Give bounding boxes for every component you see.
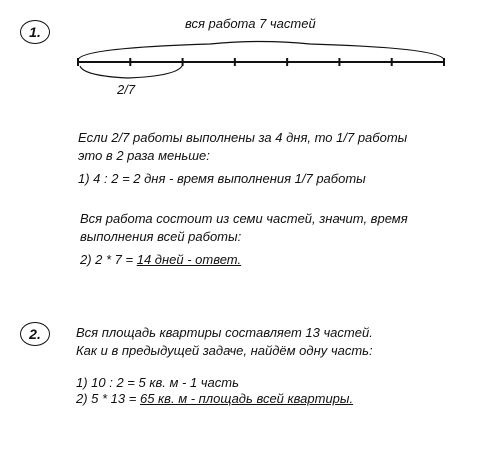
- p1-answer: 14 дней - ответ.: [136, 252, 242, 267]
- p2-text-line1: Вся площадь квартиры составляет 13 частей.: [76, 325, 373, 340]
- whole-brace: [78, 42, 444, 61]
- part-brace: [80, 66, 182, 78]
- p1-step2: [80, 252, 241, 268]
- problem-2-number: 2.: [20, 322, 50, 346]
- segment-diagram: [0, 0, 500, 110]
- p1-step1: 1) 4 : 2 = 2 дня - время выполнения 1/7 работы: [78, 171, 366, 186]
- p1-text-line2: это в 2 раза меньше:: [78, 148, 210, 163]
- p2-step1: 1) 10 : 2 = 5 кв. м - 1 часть: [76, 375, 239, 390]
- p1-text2-line1: Вся работа состоит из семи частей, значит, время: [80, 211, 408, 226]
- p2-step2: [76, 391, 353, 407]
- p1-text2-line2: выполнения всей работы:: [80, 229, 242, 244]
- p1-step2-expression: 2) 2 * 7 =: [80, 252, 137, 267]
- whole-work-label: вся работа 7 частей: [185, 16, 316, 31]
- p2-text-line2: Как и в предыдущей задаче, найдём одну часть:: [76, 343, 373, 358]
- problem-1-number: 1.: [20, 20, 50, 44]
- part-label: 2/7: [117, 82, 136, 97]
- p1-text-line1: Если 2/7 работы выполнены за 4 дня, то 1/7 работы: [78, 130, 408, 145]
- p2-answer: 65 кв. м - площадь всей квартиры.: [139, 391, 354, 406]
- p2-step2-expression: 2) 5 * 13 =: [76, 391, 140, 406]
